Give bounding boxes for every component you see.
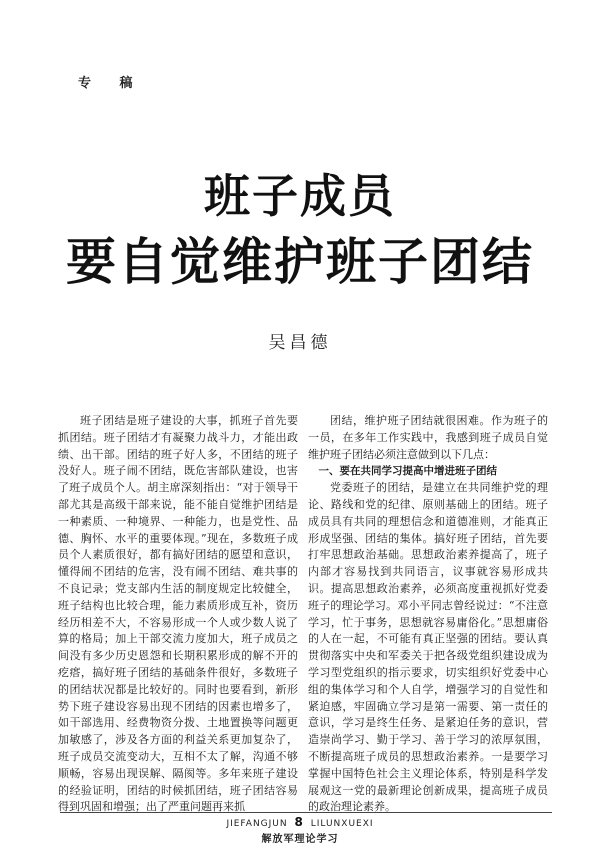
body-paragraph: 班子团结是班子建设的大事，抓班子首先要抓团结。班子团结才有凝聚力战斗力，才能出政绩、出干部。团结的班子好人多，不团结的班子没好人。班子闹不团结，既危害部队建设，也害了班子成员个人。胡主席深刻指出：“对于领导干部尤其是高级干部来说，能不能自觉维护团结是一种素质、一种境界、一种能力，也是党性、品德、胸怀、水平的重要体现。”现在，多数班子成员个人素质很好，都有搞好团结的愿望和意识，懂得闹不团结的危害，没有闹不团结、难共事的不良记录；党支部内生活的制度规定比较健全，班子结构也比较合理，能力素质形成互补，资历经历相差不大，不容易形成一个人或少数人说了算的格局；加上干部交流力度加大，班子成员之间没有多少历史恩怨和长期积累形成的解不开的疙瘩，搞好班子团结的基础条件很好，多数班子的团结状况都是比较好的。同时也要看到，新形势下班子建设容易出现不团结的因素也增多了，如干部选用、经费物资分拨、土地置换等问题更加敏感了，涉及各方面的利益关系更加复杂了，班子成员交流变动大，互相不太了解，沟通不够顺畅，容易出现误解、隔阂等。多年来班子建设的经验证明，团结的时候抓团结，班子团结容易得到巩固和增强；出了严重问题再来抓 — [58, 414, 298, 814]
article-title-line-2: 要自觉维护班子团结 — [66, 233, 534, 291]
page-number: 8 — [294, 815, 304, 829]
journal-name-en-right: LILUNXUEXI — [310, 819, 374, 829]
section-heading: 一、要在共同学习提高中增进班子团结 — [318, 465, 497, 478]
left-column — [58, 413, 298, 823]
footer-divider — [60, 812, 552, 813]
body-paragraph: 团结，维护班子团结就很困难。作为班子的一员，在多年工作实践中，我感到班子成员自觉维护班子团结必须注意做到以下几点： — [308, 414, 548, 461]
article-title-line-1: 班子成员 — [204, 169, 396, 223]
page-footer — [0, 815, 600, 845]
author-name: 吴昌德 — [268, 333, 332, 353]
journal-name-en-left: JIEFANGJUN — [226, 819, 288, 829]
section-tag: 专 稿 — [78, 76, 145, 91]
journal-name-cn: 解放军理论学习 — [261, 834, 339, 845]
body-paragraph: 党委班子的团结，是建立在共同维护党的理论、路线和党的纪律、原则基础上的团结。班子成员具有共同的理想信念和道德准则，才能真正形成坚强、团结的集体。搞好班子团结，首先要打牢思想政治基础。思想政治素养提高了，班子内部才容易找到共同语言，议事就容易形成共识。提高思想政治素养，必须高度重视抓好党委班子的理论学习。邓小平同志曾经说过：“不注意学习，忙于事务，思想就容易庸俗化。”思想庸俗的人在一起，不可能有真正坚强的团结。要认真贯彻落实中央和军委关于把各级党组织建设成为学习型党组织的指示要求，切实组织好党委中心组的集体学习和个人自学，增强学习的自觉性和紧迫感，牢固确立学习是第一需要、第一责任的意识，学习是终生任务、是紧迫任务的意识，营造崇尚学习、勤于学习、善于学习的浓厚氛围，不断提高班子成员的思想政治素养。一是要学习掌握中国特色社会主义理论体系，特别是科学发展观这一党的最新理论创新成果，提高班子成员的政治理论素养。 — [308, 481, 548, 814]
right-column — [308, 413, 548, 823]
